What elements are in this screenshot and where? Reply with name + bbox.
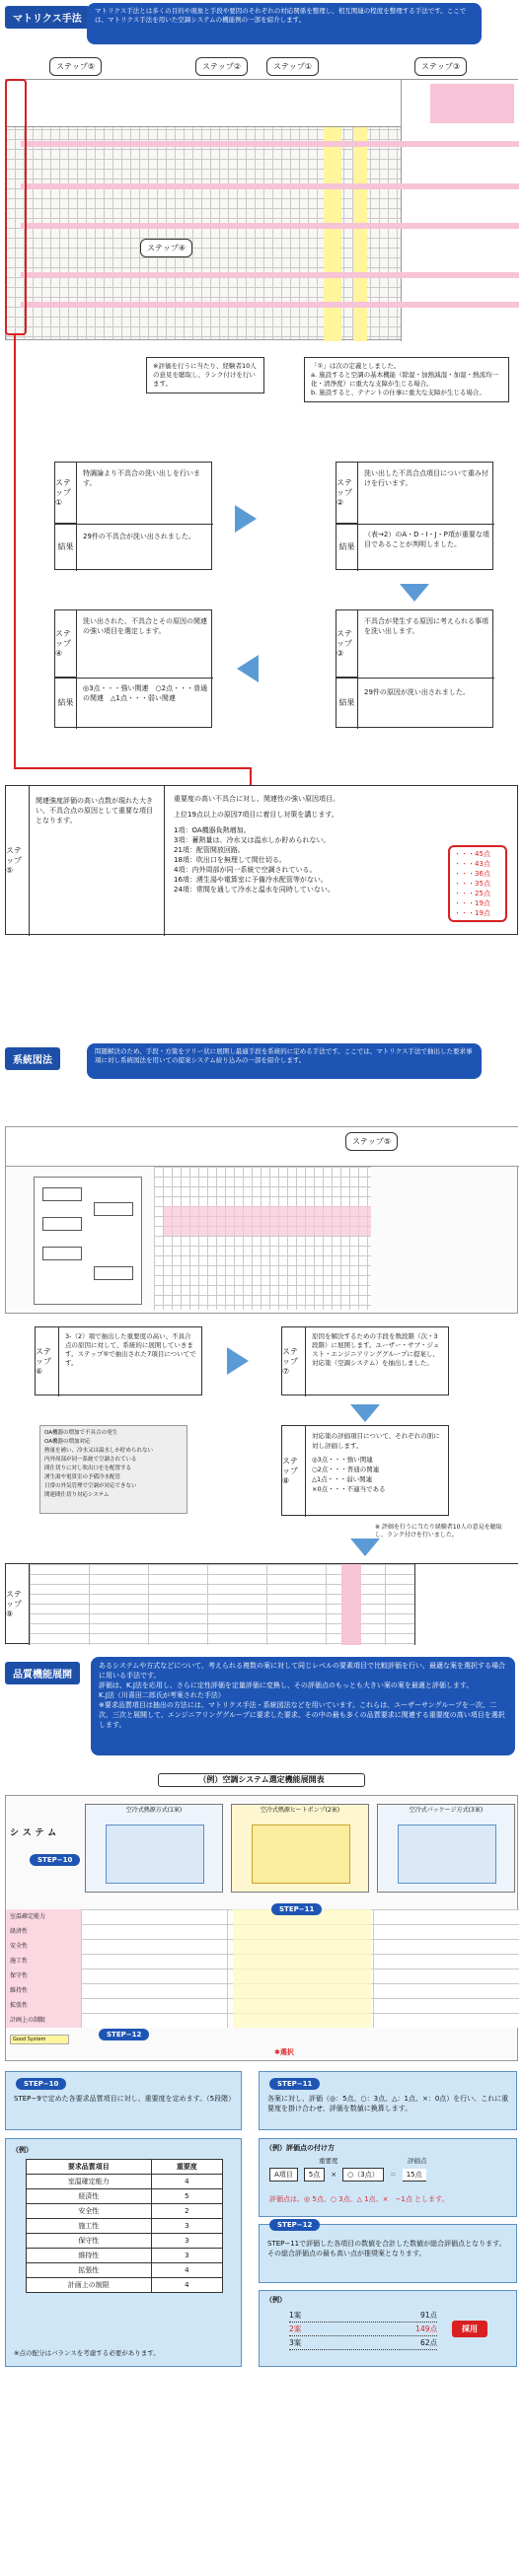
list-item: OA機器の増加対応 xyxy=(44,1439,91,1445)
red-connector xyxy=(14,767,251,769)
definition-line: b. 施設すると、テナントの仕事に重大な支障が生じる場合。 xyxy=(311,389,486,396)
divider xyxy=(55,524,213,525)
list-item: 1項：OA機器負熱増加。 xyxy=(174,826,251,834)
step10-text: STEP−9で定めた各要求品質項目に対し、重要度を定めます。（5段階） xyxy=(14,2095,236,2103)
row-label: 保守性 xyxy=(10,1972,29,1979)
tree-intro: 問題解決のため、手段・方策をツリー状に展開し最適手段を系統的に定める手法です。ここでは、マトリクス手法で抽出した要求事項に対し系統図法を用いての提案システム絞り込みの一部を紹介します。 xyxy=(87,1043,482,1079)
step12-badge: STEP−12 xyxy=(99,2029,149,2040)
result-head: （例） xyxy=(265,2296,286,2304)
list-head: 重要度の高い不具合に対し、関連性の強い原因項目。 xyxy=(174,795,339,803)
tree-node xyxy=(42,1217,82,1231)
qfd-rows xyxy=(6,1909,519,2028)
list-item: 18項：吹出口を無理して間仕切る。 xyxy=(174,856,286,864)
step1-label: ステップ① xyxy=(55,463,77,524)
arrow-right-icon xyxy=(235,505,257,533)
tree-node xyxy=(94,1266,133,1280)
step9-pink-col xyxy=(341,1564,361,1645)
cell-item: 拡張性 xyxy=(27,2263,152,2278)
list-item: 湧生湯や電算室の予備冷水配管 xyxy=(44,1474,121,1480)
arrow-left-icon xyxy=(237,655,259,682)
calc-line: 評価点は、◎ 5点、○ 3点、△ 1点、× −1点 とします。 xyxy=(269,2195,449,2203)
tree-diagram xyxy=(34,1177,142,1305)
step8-box xyxy=(281,1425,449,1516)
step8-content xyxy=(312,1431,444,1494)
step11-text: 各案に対し、評価（◎：5点、○：3点、△：1点、×：0点）を行い、これに重要度を掛け合わせ、評価を数値に換算します。 xyxy=(267,2095,509,2112)
qfd-scheme-2 xyxy=(231,1804,369,1893)
extract-list xyxy=(39,1425,187,1514)
step7-box xyxy=(281,1326,449,1395)
list-item: 日常の外気管理で空調が対応できない xyxy=(44,1483,137,1489)
list-item: 16項：湧生湯や電算室に予備冷水配管等がない。 xyxy=(174,876,328,884)
tree-sheet xyxy=(5,1126,518,1314)
qfd-highlight-col xyxy=(233,1909,371,2028)
step4-label: ステップ④ xyxy=(55,610,77,678)
cell-item: 室温確定能力 xyxy=(27,2175,152,2189)
qfd-system-label: システム xyxy=(10,1828,61,1838)
tree-grid xyxy=(154,1167,371,1310)
divider xyxy=(55,678,213,679)
step1-result-label: 結果 xyxy=(55,524,77,571)
step3-label: ステップ③ xyxy=(336,610,358,678)
step2-label: ステップ② xyxy=(336,463,358,524)
callout-step1: ステップ① xyxy=(266,57,319,76)
evaluation-note: ※評価を行うに当たり、経験者10人の意見を聴取し、ランク付けを行います。 xyxy=(146,357,264,394)
calc-times: × xyxy=(331,2171,337,2179)
divider xyxy=(164,786,165,936)
row-label: 維持性 xyxy=(10,1987,29,1994)
scheme-diagram xyxy=(398,1825,496,1884)
calc-weight: 5点 xyxy=(304,2168,325,2182)
qfd-row-labels xyxy=(6,1909,81,2028)
qfd-intro xyxy=(91,1657,515,1755)
qfd-legend: Good System xyxy=(10,2035,69,2044)
step4-box xyxy=(54,609,212,728)
result-row xyxy=(289,2336,437,2350)
result-name: 2案 xyxy=(289,2325,302,2333)
cell-item: 安全性 xyxy=(27,2204,152,2219)
step7-text: 原因を解決するための手段を数段階（次・3段階）に展開します。ユーザー・サブ・ジェスト・エンジニアリンググループに提案し、対応策（空調システム）を抽出しました。 xyxy=(312,1332,440,1367)
table-row xyxy=(27,2204,223,2219)
step6-label: ステップ⑥ xyxy=(36,1327,59,1396)
step5-list xyxy=(174,794,430,894)
score-box xyxy=(448,845,507,922)
section-header-tree: 系統図法 xyxy=(5,1047,60,1070)
col-item: 要求品質項目 xyxy=(27,2160,152,2175)
list-item: 24項：常間を通して冷水と温水を同時していない。 xyxy=(174,886,335,894)
table-row xyxy=(27,2234,223,2249)
calc-eq: ＝ xyxy=(389,2171,397,2179)
score: ・・・35点 xyxy=(454,880,490,888)
step5-label: ステップ⑤ xyxy=(6,786,30,936)
score: ・・・45点 xyxy=(454,850,490,858)
cell-weight: 4 xyxy=(151,2175,222,2189)
list-item: 内外周部が同一系統で空調されている xyxy=(44,1457,137,1463)
step10-badge-2: STEP−10 xyxy=(16,2078,66,2090)
step1-result: 29件の不具合が洗い出されました。 xyxy=(83,533,195,540)
score: ・・・19点 xyxy=(454,909,490,917)
step3-result: 29件の原因が洗い出されました。 xyxy=(364,688,470,696)
score: ・・・25点 xyxy=(454,890,490,897)
matrix-pink-row xyxy=(21,183,519,189)
matrix-pink-row xyxy=(21,141,519,147)
tree-notes xyxy=(381,1172,514,1310)
result-score: 149点 xyxy=(415,2325,437,2333)
result-row xyxy=(289,2309,437,2323)
cell-weight: 5 xyxy=(151,2189,222,2204)
step4-result-label: 結果 xyxy=(55,678,77,729)
matrix-pink-row xyxy=(21,223,519,229)
callout-tree-step5: ステップ⑤ xyxy=(345,1132,398,1151)
calc-col-score: 評価点 xyxy=(408,2157,427,2165)
result-row xyxy=(289,2323,437,2336)
cell-item: 施工性 xyxy=(27,2219,152,2234)
step11-badge: STEP−11 xyxy=(271,1903,322,1915)
cell-weight: 3 xyxy=(151,2234,222,2249)
scheme-title: 空冷式熱源方式(1案) xyxy=(125,1807,183,1814)
step10-panel xyxy=(5,2071,242,2130)
cell-weight: 2 xyxy=(151,2204,222,2219)
score: ・・・43点 xyxy=(454,860,490,868)
calc-panel xyxy=(259,2138,517,2217)
step12-text: STEP−11で評価した各項目の数値を合計した数値が総合評価点となります。その総合評価点の最も高い点が推奨案となります。 xyxy=(267,2240,506,2257)
step7-label: ステップ⑦ xyxy=(282,1327,306,1396)
cell-item: 保守性 xyxy=(27,2234,152,2249)
list-item: 4項：内外周部が同一系統で空調されている。 xyxy=(174,866,317,874)
list-item: 間仕切りに対し吹出口をを配置する xyxy=(44,1466,132,1471)
step11-panel xyxy=(259,2071,517,2130)
cell-weight: 4 xyxy=(151,2263,222,2278)
arrow-down-icon xyxy=(350,1538,380,1556)
matrix-sheet xyxy=(5,79,518,340)
scheme-diagram xyxy=(252,1825,350,1884)
tree-node xyxy=(42,1187,82,1201)
result-score: 91点 xyxy=(419,2311,437,2320)
table-row xyxy=(27,2175,223,2189)
step4-text: 洗い出された、不具合とその原因の関連の強い項目を選定します。 xyxy=(83,617,207,635)
req-table-wrap xyxy=(26,2159,223,2293)
table-row xyxy=(27,2189,223,2204)
intro-line: ※要求品質項目は抽出の方法には、マトリクス手法・系統図法などを用いています。これらは、ユーザーサングループを一次、二次、三次と展開して、エンジニアリンググループに要求した要求、その中の最も多くの品質要求に関連する重要度の高い項目を選択します。 xyxy=(99,1701,505,1729)
step10-badge: STEP−10 xyxy=(30,1854,80,1866)
matrix-pink-row xyxy=(21,272,519,278)
list-item: ○2点・・・普通の関連 xyxy=(312,1466,380,1473)
row-label: 施工性 xyxy=(10,1958,29,1965)
step2-result: （表→2）のA・D・I・J・P項が重要な項目であることが判明しました。 xyxy=(364,531,489,548)
tree-eval-note: ※ 評価を行うに当たり経験者10人の意見を聴取し、ランク付けを行いました。 xyxy=(375,1524,502,1538)
requirement-panel xyxy=(5,2138,242,2367)
scheme-title: 空冷式熱源ヒートポンプ(2案) xyxy=(260,1807,340,1814)
matrix-yellow-column xyxy=(324,127,341,341)
score: ・・・19点 xyxy=(454,899,490,907)
step9-label: ステップ⑨ xyxy=(6,1564,30,1645)
divider xyxy=(336,524,494,525)
step1-box xyxy=(54,462,212,570)
step5-text: 関連強度評価の高い点数が現れた大きい、不具合点の原因として重要な項目となります。 xyxy=(36,797,153,824)
step2-text: 洗い出した不具合点項目について重み付けを行います。 xyxy=(364,469,488,487)
step2-box xyxy=(336,462,493,570)
red-connector xyxy=(250,767,252,785)
calc-item: A項目 xyxy=(269,2168,298,2182)
list-item: 関連間仕切り対応システム xyxy=(44,1492,110,1498)
list-item: △1点・・・弱い関連 xyxy=(312,1475,373,1483)
step9-table xyxy=(5,1563,518,1644)
tree-pink-band xyxy=(164,1206,371,1236)
matrix-intro: マトリクス手法とは多くの目的や現象と手段や要因のそれぞれの対応関係を整理し、相互関連の程度を整理する手法です。ここでは、マトリクス手法を用いた空調システムの機能例の一部を紹介します。 xyxy=(87,3,482,44)
score: ・・・36点 xyxy=(454,870,490,878)
cell-weight: 3 xyxy=(151,2249,222,2263)
row-label: 拡張性 xyxy=(10,2002,29,2009)
list-item: 3項：蓄熱量は、冷水又は温水しか貯められない。 xyxy=(174,836,331,844)
step1-text: 特調論より不具合の洗い出しを行います。 xyxy=(83,469,200,487)
qfd-scheme-1 xyxy=(85,1804,223,1893)
intro-line: K.J法（川喜田二郎氏が考案された手法） xyxy=(99,1691,225,1699)
step11-badge-2: STEP−11 xyxy=(269,2078,320,2090)
tree-header-row xyxy=(6,1127,519,1167)
result-panel xyxy=(259,2290,517,2367)
red-connector xyxy=(14,335,16,769)
qfd-scheme-3 xyxy=(377,1804,515,1893)
req-table xyxy=(26,2159,223,2293)
definition-line: a. 施設すると空調の基本機能（除湿・加熱減湿・加湿・熱流均一化・清浄度）に重大な支障が生じる場合。 xyxy=(311,371,499,388)
step12-badge-2: STEP−12 xyxy=(269,2219,320,2231)
arrow-down-icon xyxy=(400,584,429,602)
calc-row xyxy=(269,2167,506,2182)
table-row xyxy=(27,2249,223,2263)
callout-step5: ステップ⑤ xyxy=(49,57,102,76)
definition-note xyxy=(304,357,509,402)
step3-box xyxy=(336,609,493,728)
matrix-pink-header xyxy=(430,84,514,123)
callout-step4: ステップ④ xyxy=(140,239,192,257)
cell-weight: 4 xyxy=(151,2278,222,2293)
col-weight: 重要度 xyxy=(151,2160,222,2175)
arrow-down-icon xyxy=(350,1404,380,1422)
list-sub: 上位19点以上の原因7項目に着目し対策を講じます。 xyxy=(174,811,338,819)
qfd-table-title: （例）空調システム選定機能展開表 xyxy=(158,1773,365,1787)
result-score: 62点 xyxy=(419,2338,437,2347)
step6-box xyxy=(35,1326,202,1395)
calc-col-weight: 重要度 xyxy=(319,2157,338,2165)
table-header xyxy=(27,2160,223,2175)
intro-line: 評価は、K.J法を応用し、さらに定性評価を定量評価に変換し、その評価点のもっとも大きい案の案を最適と評価します。 xyxy=(99,1682,474,1689)
divider xyxy=(336,678,494,679)
step8-text: 対応策の評価項目について、それぞれの面に対し評価します。 xyxy=(312,1432,440,1450)
row-label: 計画上の制限 xyxy=(10,2017,46,2024)
tree-node xyxy=(42,1247,82,1260)
calc-eval: ○（3点） xyxy=(342,2168,384,2182)
step4-result: ◎3点・・・強い関連 ○2点・・・普通の関連 △1点・・・弱い関連 xyxy=(83,684,208,702)
select-mark: ✱選択 xyxy=(274,2048,294,2056)
intro-line: あるシステムや方式などについて、考えられる複数の案に対して同じレベルの要素項目で比較評価を行い、最適な案を選択する場合に用いる手法です。 xyxy=(99,1662,506,1680)
highlight-frame xyxy=(5,79,27,335)
table-row xyxy=(27,2278,223,2293)
list-item: 21項：配管開放回路。 xyxy=(174,846,245,854)
callout-step3: ステップ③ xyxy=(414,57,467,76)
req-note: ※点の配分はバランスを考慮する必要があります。 xyxy=(14,2349,160,2357)
row-label: 室温確定能力 xyxy=(10,1913,46,1920)
step3-result-label: 結果 xyxy=(336,678,358,729)
cell-item: 維持性 xyxy=(27,2249,152,2263)
callout-step2: ステップ② xyxy=(195,57,248,76)
arrow-right-icon xyxy=(227,1347,249,1375)
result-name: 1案 xyxy=(289,2311,302,2320)
matrix-pink-row xyxy=(21,302,519,308)
step3-text: 不具合が発生する原因に考えられる事項を洗い出します。 xyxy=(364,617,488,635)
cell-item: 経済性 xyxy=(27,2189,152,2204)
list-item: ◎3点・・・強い関連 xyxy=(312,1456,373,1464)
qfd-sheet-top xyxy=(6,1796,519,1804)
cell-item: 計画上の制限 xyxy=(27,2278,152,2293)
cell-weight: 3 xyxy=(151,2219,222,2234)
scheme-title: 空冷式パッケージ方式(3案) xyxy=(409,1807,484,1814)
section-header-qfd: 品質機能展開 xyxy=(5,1662,80,1684)
req-head: （例） xyxy=(12,2146,33,2154)
list-item: ×0点・・・不適当である xyxy=(312,1485,386,1493)
step12-panel xyxy=(259,2221,517,2283)
list-item: 熱量を補い、冷水又は温水しか貯められない xyxy=(44,1448,154,1454)
adopt-badge: 採用 xyxy=(452,2321,487,2337)
section-header-matrix: マトリクス手法 xyxy=(5,6,90,29)
calc-head: （例）評価点の付け方 xyxy=(265,2144,335,2152)
row-label: 安全性 xyxy=(10,1943,29,1950)
tree-node xyxy=(94,1202,133,1216)
step6-text: 3-（2）項で抽出した重要度の高い、不具合点の原因に対して、系統的に展開していきます。ステップ⑤で抽出された7項目についてです。 xyxy=(65,1332,196,1367)
step2-result-label: 結果 xyxy=(336,524,358,571)
table-row xyxy=(27,2219,223,2234)
result-list xyxy=(289,2309,437,2350)
matrix-yellow-column-2 xyxy=(353,127,367,341)
calc-result: 15点 xyxy=(403,2169,426,2182)
list-item: OA機器の増加で不具合の発生 xyxy=(44,1430,117,1436)
scheme-diagram xyxy=(106,1825,204,1884)
step9-notes xyxy=(414,1564,519,1645)
step5-box xyxy=(5,785,518,935)
row-label: 経済性 xyxy=(10,1928,29,1935)
qfd-sheet xyxy=(5,1795,518,2061)
step8-label: ステップ⑧ xyxy=(282,1426,306,1517)
table-row xyxy=(27,2263,223,2278)
definition-line: 「①」は次の定義としました。 xyxy=(311,362,401,370)
result-name: 3案 xyxy=(289,2338,302,2347)
